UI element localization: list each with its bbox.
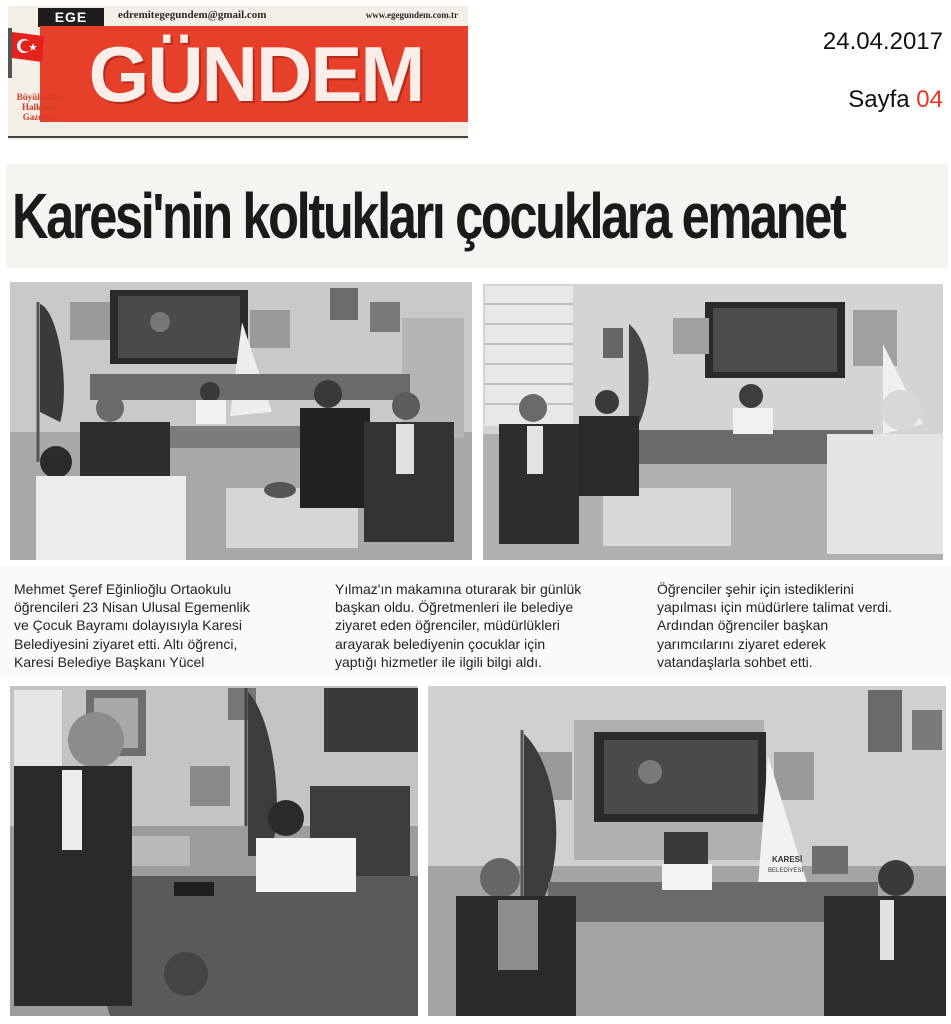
edition-label: EGE <box>38 8 104 27</box>
article-column-1: Mehmet Şeref Eğinlioğlu Ortaokulu öğrencileri 23 Nisan Ulusal Egemenlik ve Çocuk Bayramı dolayısıyla Karesi Belediyesini ziyaret etti. Altı öğrenci, Karesi Belediye Başkanı Yücel <box>14 581 250 670</box>
photo-boy-at-desk <box>10 686 418 1016</box>
masthead-email: edremitegegundem@gmail.com <box>118 9 267 21</box>
page-number <box>848 86 943 114</box>
photo-office-visit-1 <box>10 282 472 560</box>
article-headline: Karesi'nin koltukları çocuklara emanet <box>12 180 845 252</box>
article-column-3: Öğrenciler şehir için istediklerini yapılması için müdürlere talimat verdi. Ardından öğrenciler başkan yarımcılarını ziyaret ederek vatandaşlarla sohbet etti. <box>657 581 892 670</box>
masthead-rule <box>8 136 468 138</box>
photo-office-visit-2 <box>483 284 943 560</box>
page-number-value: 04 <box>916 86 943 113</box>
article-column-2: Yılmaz'ın makamına oturarak bir günlük başkan oldu. Öğretmenleri ile belediye ziyaret eden öğrenciler, müdürlükleri arayarak belediyenin çocuklar için yaptığı hizmetler ile ilgili bilgi aldı. <box>335 581 582 670</box>
newspaper-name: GÜNDEM <box>88 30 424 118</box>
photo-mayor-desk <box>428 686 946 1016</box>
headline-band <box>6 164 948 268</box>
sign-text-line-2: BELEDİYESİ <box>768 868 804 874</box>
turkish-flag-icon <box>8 28 44 78</box>
sign-text-line-1: KARESİ <box>772 855 803 864</box>
masthead-tagline: Büyükşehir Halkının Gazetesi <box>16 92 62 122</box>
masthead-website: www.egegundem.com.tr <box>365 10 458 20</box>
masthead <box>8 6 468 140</box>
page-label: Sayfa <box>848 86 910 113</box>
issue-date: 24.04.2017 <box>822 28 943 55</box>
